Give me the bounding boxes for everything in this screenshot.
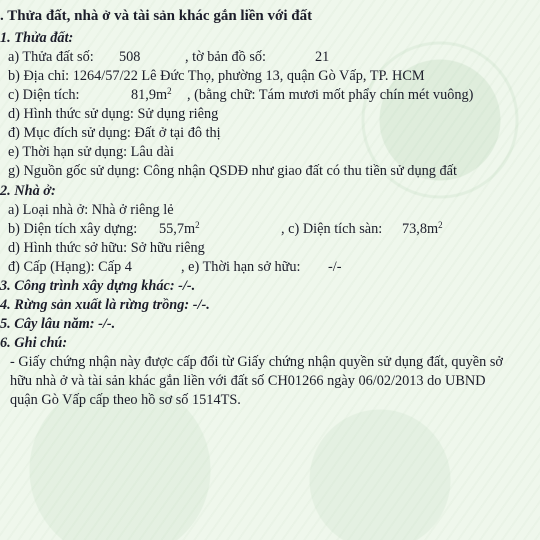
section-6-heading: 6. Ghi chú: xyxy=(0,335,68,351)
construction-area-label: b) Diện tích xây dựng: xyxy=(8,221,138,237)
land-use-purpose: đ) Mục đích sử dụng: Đất ở tại đô thị xyxy=(8,125,221,141)
ownership-term-label: , e) Thời hạn sở hữu: xyxy=(181,259,301,275)
house-grade: đ) Cấp (Hạng): Cấp 4 xyxy=(8,259,132,275)
floor-area-value: $73,8m^2$ xyxy=(402,220,443,237)
land-use-origin: g) Nguồn gốc sử dụng: Công nhận QSDĐ như giao đất có thu tiền sử dụng đất xyxy=(8,163,457,179)
area-value: $81,9m^2$ xyxy=(131,86,172,103)
area-in-words: , (bằng chữ: Tám mươi mốt phẩy chín mét vuông) xyxy=(187,87,474,103)
floor-area-label: , c) Diện tích sàn: xyxy=(281,221,383,237)
note-line-3: quận Gò Vấp cấp theo hồ sơ số 1514TS. xyxy=(10,392,241,408)
note-line-1: - Giấy chứng nhận này được cấp đổi từ Giấy chứng nhận quyền sử dụng đất, quyền sở xyxy=(10,354,503,370)
page-title: . Thửa đất, nhà ở và tài sản khác gắn liền với đất xyxy=(0,8,313,24)
map-sheet-label: , tờ bản đồ số: xyxy=(185,49,267,65)
section-4-planted-forest: 4. Rừng sản xuất là rừng trồng: -/-. xyxy=(0,297,210,313)
address-line: b) Địa chỉ: 1264/57/22 Lê Đức Thọ, phường 13, quận Gò Vấp, TP. HCM xyxy=(8,68,425,84)
section-5-perennial-trees: 5. Cây lâu năm: -/-. xyxy=(0,316,116,332)
parcel-number-value: 508 xyxy=(119,49,141,65)
note-line-2: hữu nhà ở và tài sản khác gắn liền với đất số CH01266 ngày 06/02/2013 do UBND xyxy=(10,373,486,389)
parcel-number-label: a) Thửa đất số: xyxy=(8,49,94,65)
construction-area-value: $55,7m^2$ xyxy=(159,220,200,237)
section-2-heading: 2. Nhà ở: xyxy=(0,183,56,199)
land-use-form: d) Hình thức sử dụng: Sử dụng riêng xyxy=(8,106,219,122)
house-type: a) Loại nhà ở: Nhà ở riêng lẻ xyxy=(8,202,174,218)
map-sheet-value: 21 xyxy=(315,49,330,65)
area-label: c) Diện tích: xyxy=(8,87,80,103)
section-1-heading: 1. Thửa đất: xyxy=(0,30,74,46)
ownership-term-value: -/- xyxy=(328,259,342,275)
section-3-other-works: 3. Công trình xây dựng khác: -/-. xyxy=(0,278,196,294)
ownership-form: d) Hình thức sở hữu: Sở hữu riêng xyxy=(8,240,205,256)
land-use-term: e) Thời hạn sử dụng: Lâu dài xyxy=(8,144,174,160)
